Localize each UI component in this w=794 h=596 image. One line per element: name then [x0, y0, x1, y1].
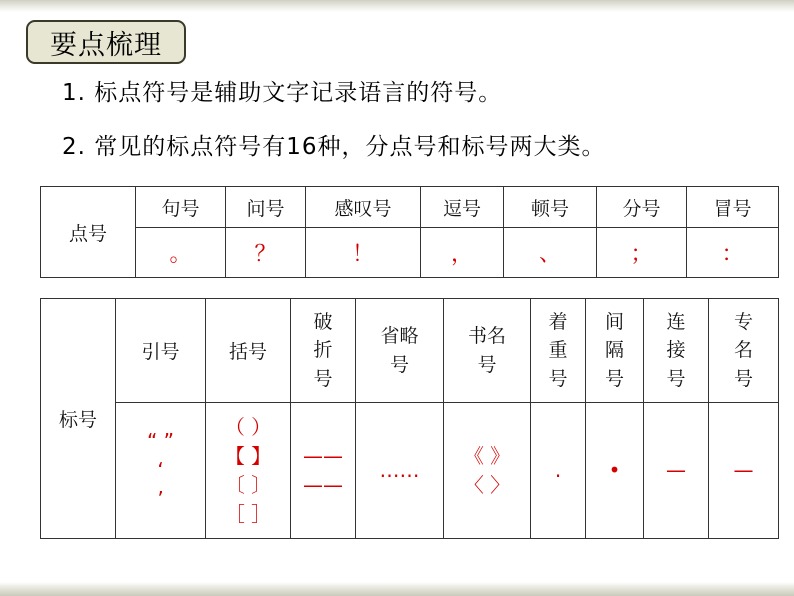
- header-shenglvehao: 省略号: [380, 325, 419, 376]
- symbol-wenhao: ？: [226, 228, 306, 278]
- header-pozhehao: 破折号: [313, 310, 333, 390]
- symbol-dunhao: 、: [504, 228, 597, 278]
- header-juhao: 句号: [136, 187, 226, 228]
- symbol-fenhao: ；: [597, 228, 687, 278]
- yinhao-single-close: ’: [157, 487, 164, 511]
- zhuozhonghao-mark: .: [554, 458, 562, 482]
- header-gantanhao: 感叹号: [306, 187, 421, 228]
- point-2-text: 2. 常见的标点符号有16种，分点号和标号两大类。: [62, 134, 606, 160]
- symbol-jiangehao: [586, 403, 644, 539]
- shenglvehao-mark: ……: [379, 458, 420, 482]
- symbol-yinhao: [116, 403, 206, 539]
- symbol-gantanhao: ！: [306, 228, 421, 278]
- header-kuohao: 括号: [206, 299, 291, 403]
- lianjiehao-mark: —: [666, 458, 686, 482]
- biaohao-label: 标号: [41, 299, 116, 539]
- symbol-zhuozhonghao: [531, 403, 586, 539]
- symbol-zhuanminghao: [709, 403, 779, 539]
- header-dunhao: 顿号: [504, 187, 597, 228]
- zhuanminghao-mark: —: [733, 458, 754, 482]
- kuohao-round: （ ）: [224, 414, 272, 439]
- bottom-decorative-band: [0, 582, 794, 596]
- symbol-shenglvehao: [356, 403, 444, 539]
- kuohao-square: ［ ］: [224, 501, 272, 526]
- symbol-kuohao: [206, 403, 291, 539]
- shuminghao-double: 《 》: [463, 443, 511, 468]
- kuohao-tortoise: 〔 〕: [224, 472, 272, 497]
- shuminghao-single: 〈 〉: [463, 472, 511, 497]
- symbol-maohao: ：: [687, 228, 779, 278]
- pozhehao-line-2: ——: [303, 472, 343, 497]
- header-lianjiehao: 连接号: [666, 310, 686, 390]
- yinhao-single-open: ‘: [157, 458, 164, 482]
- biaohao-table: [40, 298, 779, 539]
- pozhehao-line-1: ——: [303, 443, 343, 468]
- dianhao-table: [40, 186, 779, 278]
- header-zhuanminghao: 专名号: [733, 310, 753, 390]
- top-decorative-band: [0, 0, 794, 12]
- jiangehao-mark: •: [608, 458, 621, 482]
- header-douhao: 逗号: [421, 187, 504, 228]
- symbol-lianjiehao: [644, 403, 709, 539]
- header-maohao: 冒号: [687, 187, 779, 228]
- yinhao-double: “ ”: [146, 429, 175, 453]
- section-title: 要点梳理: [26, 20, 186, 64]
- symbol-pozhehao: [291, 403, 356, 539]
- header-fenhao: 分号: [597, 187, 687, 228]
- header-wenhao: 问号: [226, 187, 306, 228]
- dianhao-label: 点号: [41, 187, 136, 278]
- header-yinhao: 引号: [116, 299, 206, 403]
- symbol-shuminghao: [444, 403, 531, 539]
- header-jiangehao: 间隔号: [604, 310, 624, 390]
- symbol-douhao: ，: [421, 228, 504, 278]
- kuohao-lenticular: 【 】: [224, 443, 272, 468]
- header-shuminghao: 书名号: [467, 325, 506, 376]
- header-zhuozhonghao: 着重号: [548, 310, 568, 390]
- point-1-text: 1. 标点符号是辅助文字记录语言的符号。: [62, 80, 503, 106]
- symbol-juhao: 。: [136, 228, 226, 278]
